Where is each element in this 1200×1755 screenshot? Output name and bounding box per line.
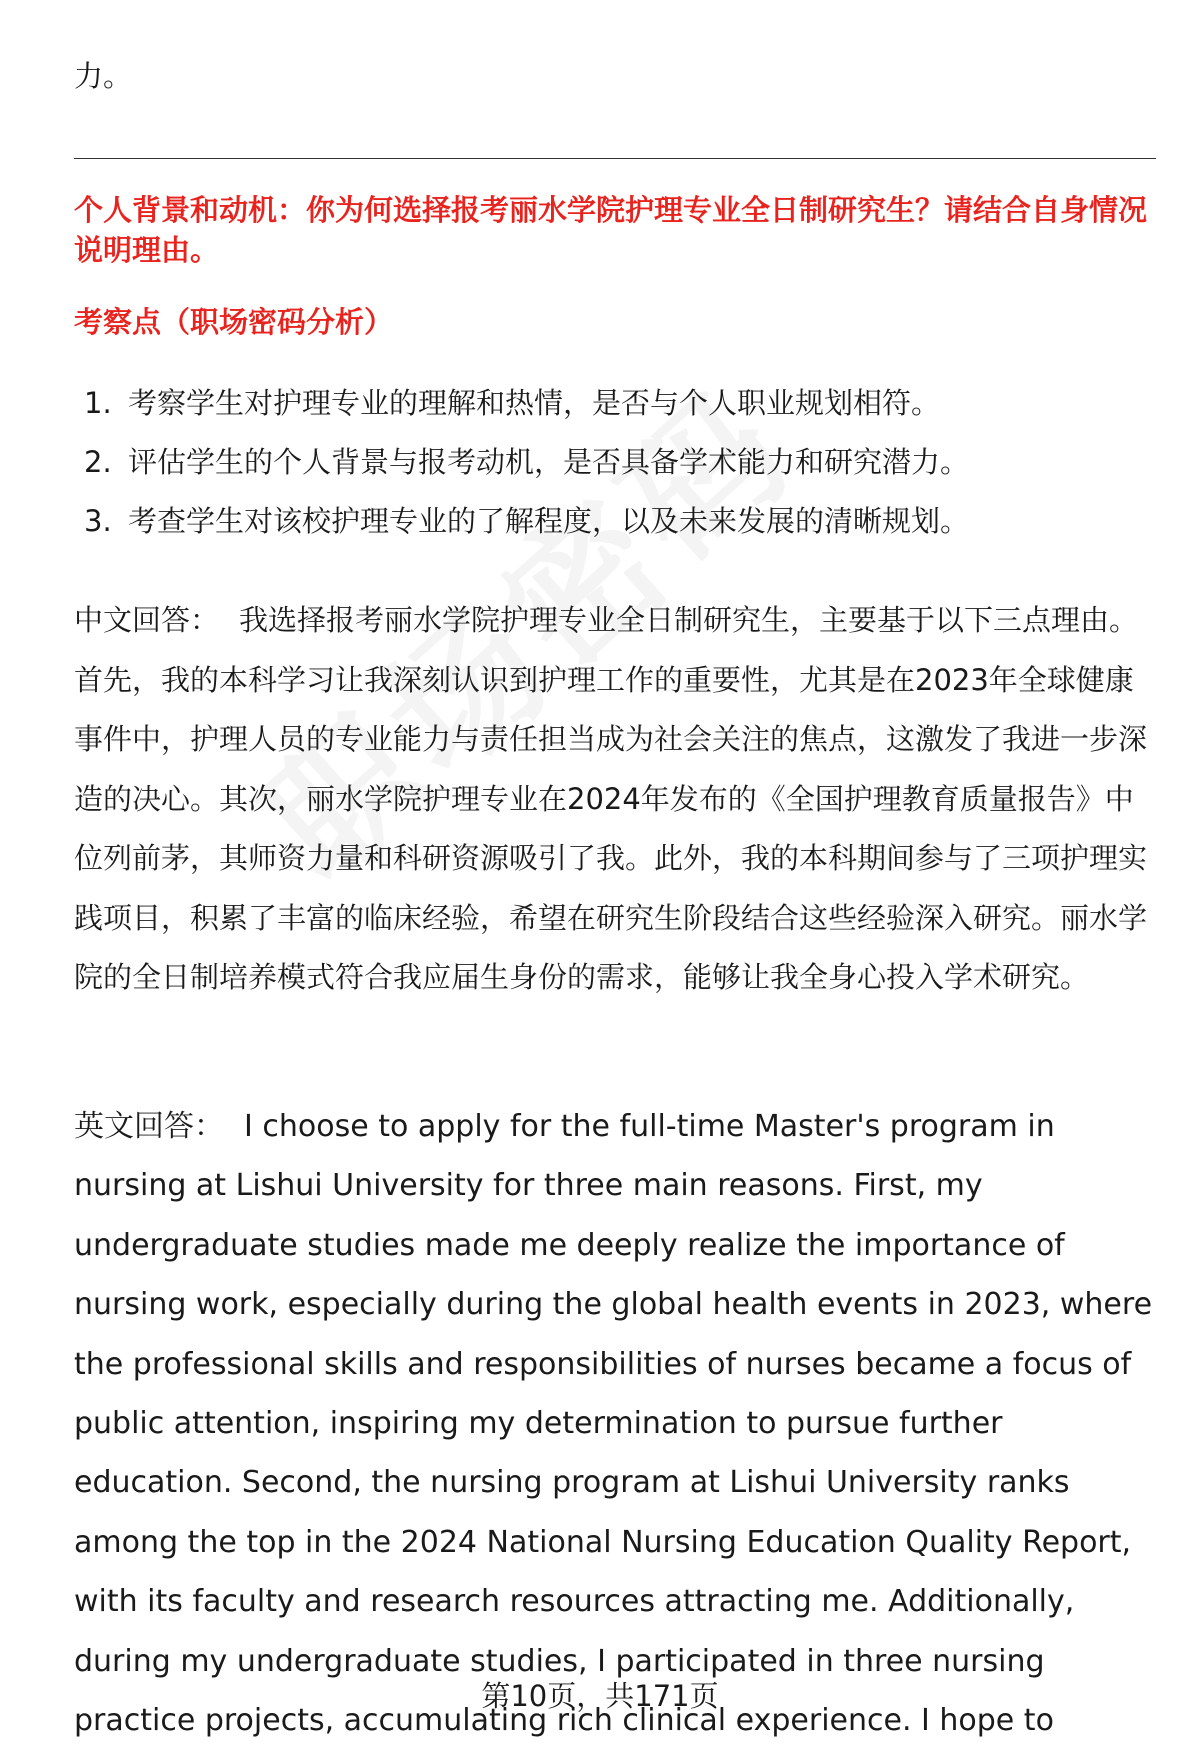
english-answer xyxy=(74,1097,1164,1750)
assessment-points-heading: 考察点（职场密码分析） xyxy=(74,305,394,339)
question-heading: 个人背景和动机：你为何选择报考丽水学院护理专业全日制研究生？请结合自身情况说明理由。 xyxy=(74,193,1148,267)
list-item-number: 1. xyxy=(84,386,112,420)
chinese-answer-label: 中文回答： xyxy=(74,603,220,637)
page-number-footer: 第10页，共171页 xyxy=(481,1679,719,1713)
list-item-number: 2. xyxy=(84,445,112,479)
list-item-text: 考察学生对护理专业的理解和热情，是否与个人职业规划相符。 xyxy=(128,386,941,420)
chinese-answer xyxy=(74,591,1159,1008)
list-item-text: 考查学生对该校护理专业的了解程度，以及未来发展的清晰规划。 xyxy=(128,504,970,538)
list-item xyxy=(74,442,1154,501)
list-item xyxy=(74,501,1154,560)
list-item-number: 3. xyxy=(84,504,112,538)
english-answer-label: 英文回答： xyxy=(74,1109,224,1144)
english-answer-text: I choose to apply for the full-time Master's program in nursing at Lishui University for three main reasons. First, my undergraduate studies made me deeply realize the importance of nursing work, especially during the global health events in 2023, where the professional skills and responsibilities of nurses became a focus of public attention, inspiring my determination to pursue further education. Second, the nursing program at Lishui University ranks among the top in the 2024 National Nursing Education Quality Report, with its faculty and research resources attracting me. Additionally, during my undergraduate studies, I participated in three nursing practice projects, accumulating rich clinical experience. I hope to xyxy=(74,1109,1153,1739)
section-divider xyxy=(74,158,1156,159)
list-item xyxy=(74,383,1154,442)
list-item-text: 评估学生的个人背景与报考动机，是否具备学术能力和研究潜力。 xyxy=(128,445,970,479)
chinese-answer-text: 我选择报考丽水学院护理专业全日制研究生，主要基于以下三点理由。首先，我的本科学习让我深刻认识到护理工作的重要性，尤其是在2023年全球健康事件中，护理人员的专业能力与责任担当成为社会关注的焦点，这激发了我进一步深造的决心。其次，丽水学院护理专业在2024年发布的《全国护理教育质量报告》中位列前茅，其师资力量和科研资源吸引了我。此外，我的本科期间参与了三项护理实践项目，积累了丰富的临床经验，希望在研究生阶段结合这些经验深入研究。丽水学院的全日制培养模式符合我应届生身份的需求，能够让我全身心投入学术研究。 xyxy=(74,603,1148,994)
previous-paragraph-tail: 力。 xyxy=(74,59,133,93)
assessment-points-list xyxy=(74,383,1154,560)
